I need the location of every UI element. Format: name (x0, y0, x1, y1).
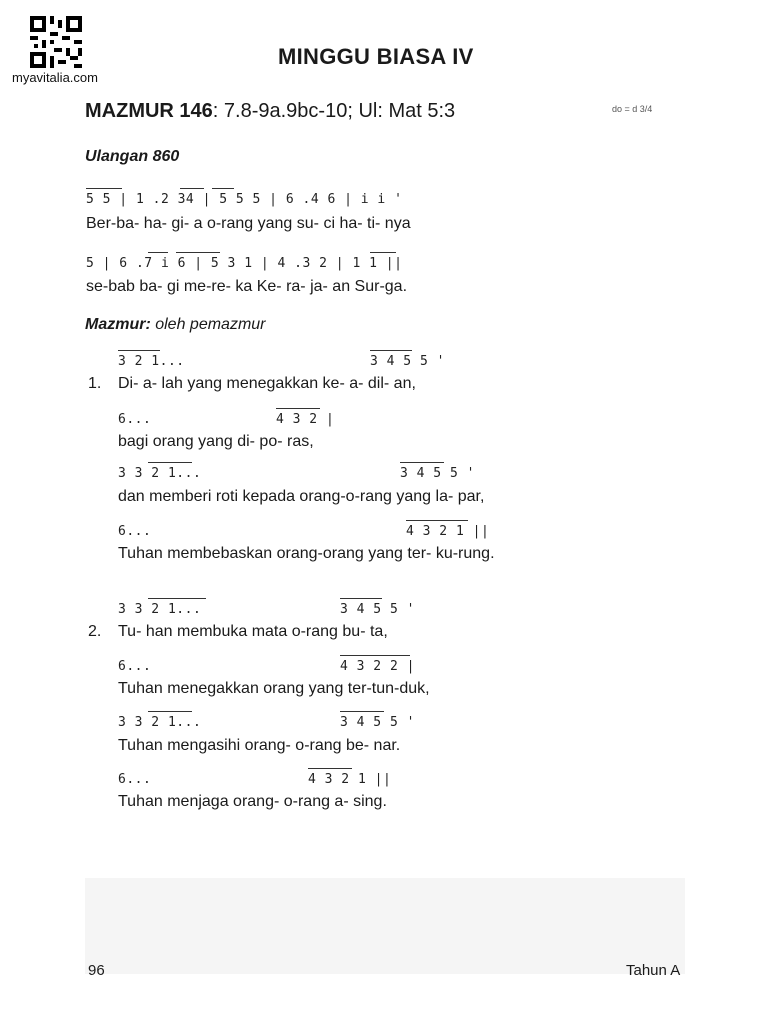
refrain-lyric-2: se-bab ba- gi me-re- ka Ke- ra- ja- an Sur-ga. (86, 278, 408, 295)
site-watermark: myavitalia.com (12, 70, 98, 85)
psalm-section-title: Mazmur: (85, 316, 151, 333)
book-year-label: Tahun A (626, 962, 681, 979)
verse1-notes-b-4: 4 3 2 1 || (406, 524, 490, 539)
verse2-notes-a-2: 6... (118, 659, 152, 674)
note-overline (148, 252, 168, 253)
note-overline (340, 598, 382, 599)
key-signature: do = d 3/4 (612, 104, 653, 114)
qr-code-icon (30, 16, 82, 68)
note-overline (148, 462, 192, 463)
verse-number: 2. (88, 623, 102, 640)
note-overline (86, 188, 122, 189)
psalm-reference: : 7.8-9a.9bc-10; Ul: Mat 5:3 (212, 100, 456, 122)
verse1-notes-b-3: 3 4 5 5 ' (400, 466, 475, 481)
note-overline (180, 188, 204, 189)
verse1-notes-b-2: 4 3 2 | (276, 412, 335, 427)
verse-number: 1. (88, 375, 102, 392)
page-number: 96 (88, 962, 105, 979)
verse1-lyric-3: dan memberi roti kepada orang-o-rang yang la- par, (118, 488, 485, 505)
note-overline (370, 252, 396, 253)
refrain-label: Ulangan 860 (85, 148, 180, 165)
refrain-notes-2: 5 | 6 .7 i 6 | 5 3 1 | 4 .3 2 | 1 1 || (86, 256, 403, 271)
verse1-notes-a-2: 6... (118, 412, 152, 427)
footer-band (85, 878, 685, 974)
verse2-notes-a-1: 3 3 2 1... (118, 602, 202, 617)
refrain-lyric-1: Ber-ba- ha- gi- a o-rang yang su- ci ha- ti- nya (86, 215, 411, 232)
verse1-lyric-2: bagi orang yang di- po- ras, (118, 433, 314, 450)
note-overline (276, 408, 320, 409)
psalm-heading (85, 100, 455, 123)
verse1-notes-a-1: 3 2 1... (118, 354, 185, 369)
verse1-notes-b-1: 3 4 5 5 ' (370, 354, 445, 369)
refrain-notes-1: 5 5 | 1 .2 34 | 5 5 5 | 6 .4 6 | i i ' (86, 192, 403, 207)
psalm-section-label (85, 316, 266, 334)
verse2-notes-b-1: 3 4 5 5 ' (340, 602, 415, 617)
verse1-lyric-1: Di- a- lah yang menegakkan ke- a- dil- an, (118, 375, 416, 392)
verse2-notes-b-3: 3 4 5 5 ' (340, 715, 415, 730)
note-overline (212, 188, 234, 189)
note-overline (340, 655, 410, 656)
verse2-lyric-3: Tuhan mengasihi orang- o-rang be- nar. (118, 737, 401, 754)
psalm-section-performer: oleh pemazmur (150, 316, 266, 333)
verse2-notes-b-4: 4 3 2 1 || (308, 772, 392, 787)
verse2-lyric-2: Tuhan menegakkan orang yang ter-tun-duk, (118, 680, 430, 697)
note-overline (400, 462, 444, 463)
note-overline (148, 598, 206, 599)
verse1-notes-a-3: 3 3 2 1... (118, 466, 202, 481)
verse2-lyric-4: Tuhan menjaga orang- o-rang a- sing. (118, 793, 387, 810)
note-overline (340, 711, 384, 712)
psalm-label: MAZMUR 146 (85, 100, 213, 122)
verse2-notes-a-4: 6... (118, 772, 152, 787)
note-overline (118, 350, 160, 351)
verse2-lyric-1: Tu- han membuka mata o-rang bu- ta, (118, 623, 388, 640)
verse1-lyric-4: Tuhan membebaskan orang-orang yang ter- ku-rung. (118, 545, 495, 562)
page-title: MINGGU BIASA IV (278, 44, 474, 69)
note-overline (370, 350, 412, 351)
note-overline (176, 252, 220, 253)
note-overline (148, 711, 192, 712)
note-overline (308, 768, 352, 769)
note-overline (406, 520, 468, 521)
verse2-notes-a-3: 3 3 2 1... (118, 715, 202, 730)
verse2-notes-b-2: 4 3 2 2 | (340, 659, 415, 674)
verse1-notes-a-4: 6... (118, 524, 152, 539)
